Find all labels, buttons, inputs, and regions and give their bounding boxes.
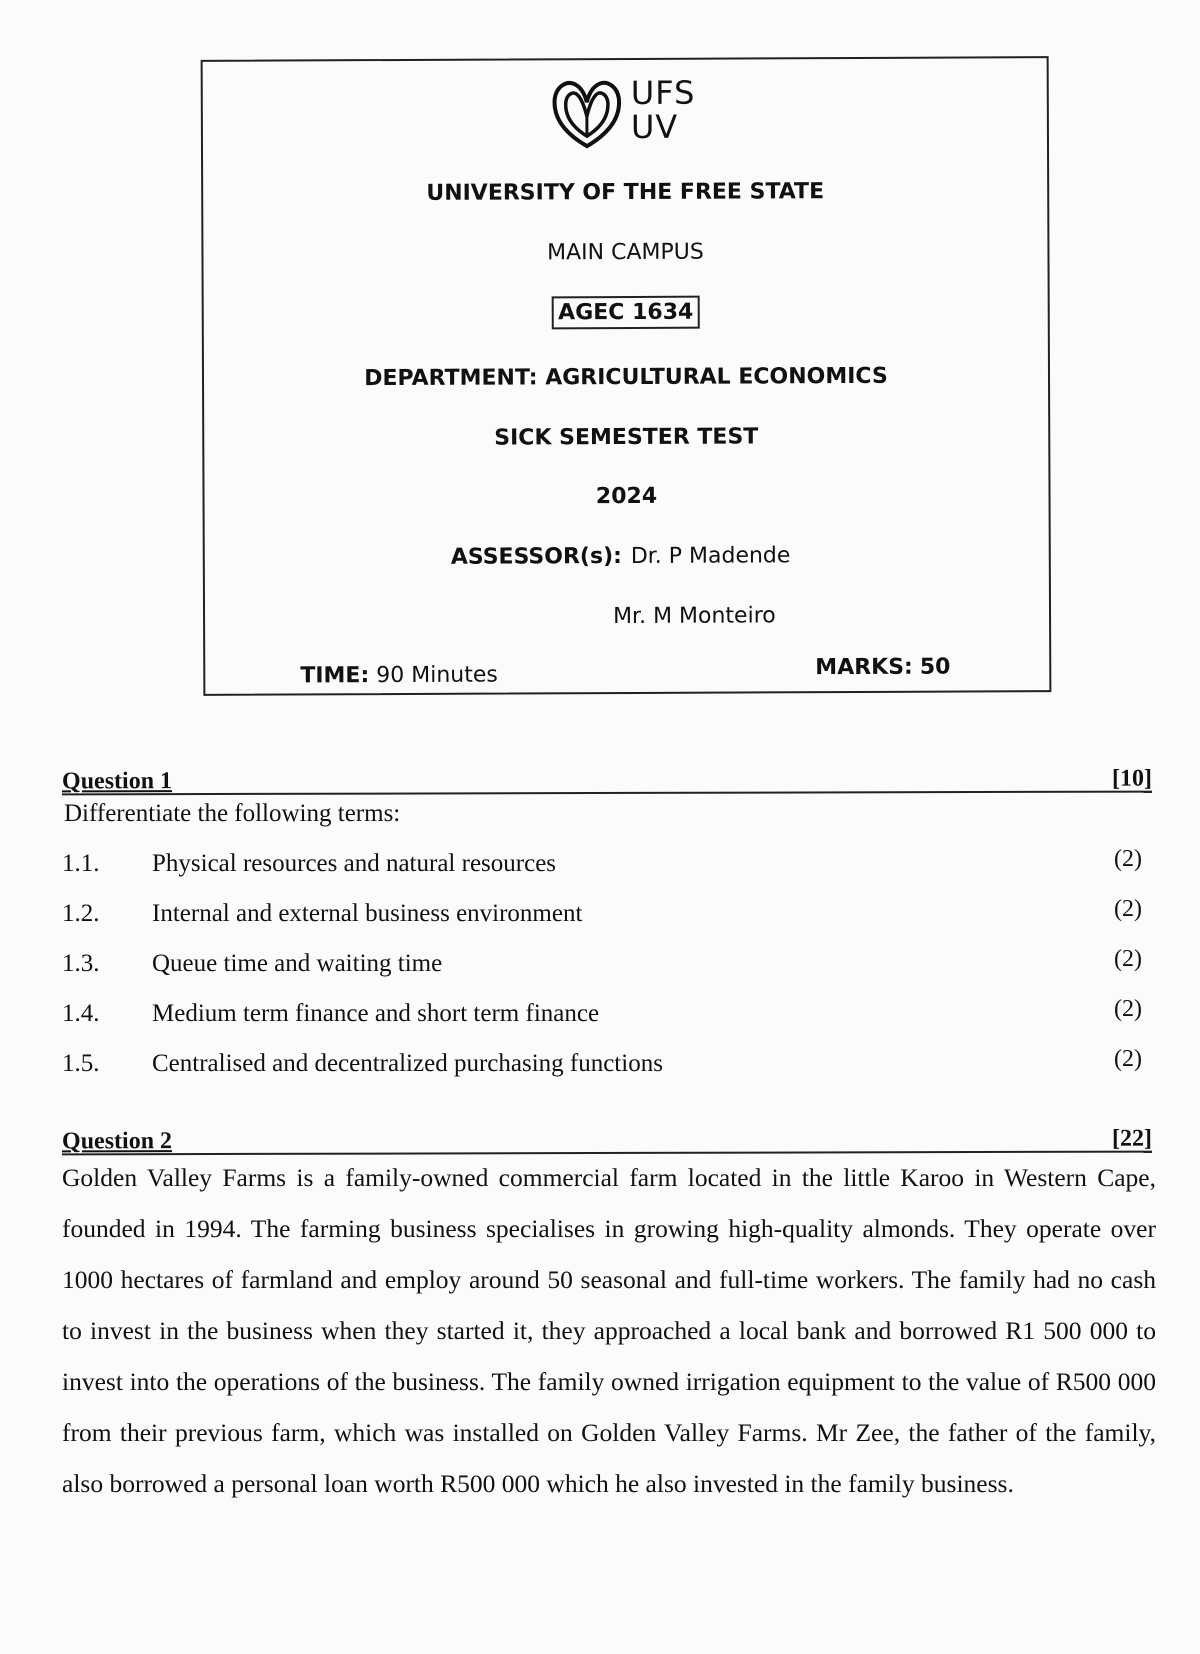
logo-text-line2: UV (630, 107, 679, 146)
university-name: UNIVERSITY OF THE FREE STATE (426, 179, 825, 206)
shield-logo-icon (549, 76, 625, 150)
item-number: 1.2. (62, 900, 100, 927)
item-marks: (2) (1114, 1046, 1142, 1072)
item-text: Internal and external business environment (152, 900, 583, 927)
test-name: SICK SEMESTER TEST (494, 424, 759, 451)
item-number: 1.4. (62, 1000, 100, 1027)
question-item (62, 996, 1142, 1034)
logo-text-line1: UFS (630, 73, 696, 112)
time-allowed (300, 663, 498, 689)
question-item (62, 846, 1142, 884)
question-1-marks: [10] (1111, 765, 1153, 792)
question-2-case-study: Golden Valley Farms is a family-owned commercial farm located in the little Karoo in Western Cape, founded in 1994. The farming business specialises in growing high-quality almonds. They operate over 1000 hectares of farmland and employ around 50 seasonal and full-time workers. The family had no cash to invest in the business when they started it, they approached a local bank and borrowed R1 500 000 to invest into the operations of the business. The family owned irrigation equipment to the value of R500 000 from their previous farm, which was installed on Golden Valley Farms. Mr Zee, the father of the family, also borrowed a personal loan worth R500 000 which he also invested in the family business. (62, 1163, 1156, 1498)
item-text: Queue time and waiting time (152, 950, 443, 977)
item-marks: (2) (1114, 896, 1142, 922)
question-item (62, 1046, 1142, 1084)
question-2-marks: [22] (1111, 1125, 1153, 1152)
test-year: 2024 (595, 483, 658, 510)
question-item (62, 946, 1142, 984)
item-text: Medium term finance and short term finance (152, 1000, 600, 1027)
module-code: AGEC 1634 (552, 296, 699, 330)
item-number: 1.1. (62, 850, 100, 877)
question-1-intro: Differentiate the following terms: (64, 800, 401, 827)
question-1-title: Question 1 (61, 768, 173, 795)
marks-value: 50 (919, 654, 951, 680)
item-marks: (2) (1114, 996, 1142, 1022)
item-marks: (2) (1114, 946, 1142, 972)
question-2-heading (62, 1121, 1152, 1156)
marks-label: MARKS: (815, 654, 913, 681)
assessor-2: Mr. M Monteiro (612, 603, 776, 630)
item-text: Centralised and decentralized purchasing functions (152, 1050, 663, 1077)
module-code-wrapper (204, 294, 1048, 331)
question-1-heading (62, 761, 1152, 796)
time-value: 90 Minutes (376, 662, 498, 689)
department: DEPARTMENT: AGRICULTURAL ECONOMICS (364, 363, 888, 392)
campus-name: MAIN CAMPUS (547, 239, 704, 266)
question-2-title: Question 2 (61, 1128, 173, 1155)
cover-header-box (201, 56, 1052, 696)
logo-wordmark (630, 73, 696, 146)
question-item (62, 896, 1142, 934)
item-number: 1.3. (62, 950, 100, 977)
item-marks: (2) (1114, 846, 1142, 872)
university-logo (549, 73, 705, 151)
assessor-label: ASSESSOR(s): (450, 544, 622, 570)
assessor-1: Dr. P Madende (630, 543, 791, 569)
time-label: TIME: (300, 663, 370, 689)
item-number: 1.5. (62, 1050, 100, 1077)
total-marks (815, 655, 950, 681)
item-text: Physical resources and natural resources (152, 850, 557, 877)
